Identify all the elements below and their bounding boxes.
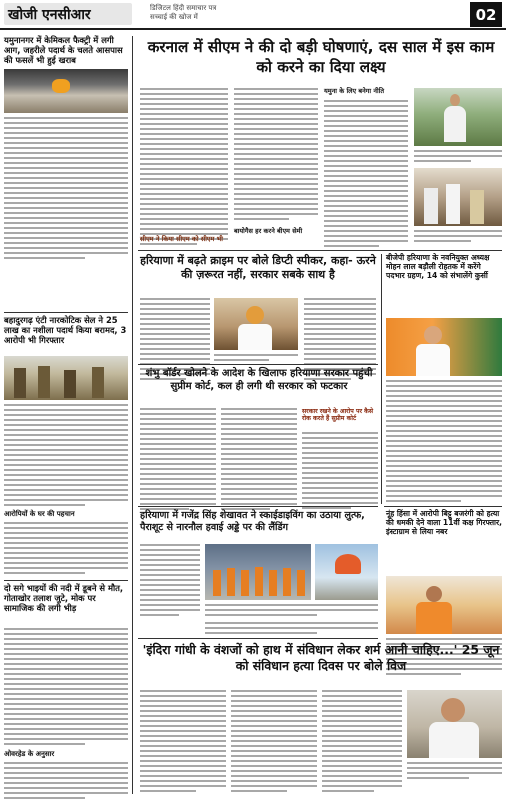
lead-photo1-caption <box>414 150 502 162</box>
story2-headline: बहादुरगढ़ एंटी नारकोटिक सेल ने 25 लाख का नशीला पदार्थ किया बरामद, 3 आरोपी भी गिरफ्तार <box>4 315 127 345</box>
masthead-info <box>150 4 400 24</box>
masthead-bar <box>0 0 506 30</box>
lead-photo-2 <box>414 168 502 226</box>
mohan-lal-headline: बीजेपी हरियाणा के नवनियुक्त अध्यक्ष मोहन लाल बड़ौली रोहतक में करेंगे पदभार ग्रहण, 14 को संभालेंगे कुर्सी <box>386 253 490 280</box>
masthead-logo <box>4 3 132 25</box>
nuh-divider <box>384 506 502 507</box>
gajender-captions <box>205 604 378 616</box>
deputy-speaker-photo <box>214 298 298 350</box>
lead-body-col2 <box>234 88 318 220</box>
gajender-divider <box>138 506 378 507</box>
lead-photo-1 <box>414 88 502 146</box>
shambhu-col2 <box>221 408 297 510</box>
mohan-lal-photo <box>386 318 502 376</box>
shambhu-divider <box>138 364 378 365</box>
shambhu-col3 <box>302 432 378 509</box>
page-number: 02 <box>475 5 497 24</box>
lead-body-col3 <box>324 100 408 247</box>
gajender-photo-2 <box>315 544 378 600</box>
masthead-name: खोजी एनसीआर <box>8 6 91 23</box>
bottom-divider <box>138 638 378 639</box>
lead-divider <box>138 250 502 251</box>
bottom-col3 <box>322 690 402 792</box>
lead-body-col1 <box>140 88 228 245</box>
gajender-body <box>205 622 378 634</box>
mohan-lal-body <box>386 380 502 502</box>
bottom-col2 <box>231 690 317 792</box>
vij-caption <box>407 762 502 779</box>
gajender-photo-1 <box>205 544 311 600</box>
story2-body <box>4 404 128 506</box>
lead-subhead-1: यमुना के लिए बनेगा नीति <box>324 87 385 95</box>
lead-body-area <box>140 88 502 246</box>
left-column-rule <box>132 36 133 794</box>
police-photo <box>4 356 128 400</box>
lead-subhead-2: सीएम ने किया सीएम को सीएम भी <box>140 235 223 243</box>
deputy-speaker-caption <box>214 354 298 361</box>
shambhu-headline: शंभु बॉर्डर खोलने के आदेश के खिलाफ हरियाणा सरकार पहुंची सुप्रीम कोर्ट, कल ही लगी थी सरकार को फटकार <box>145 368 373 392</box>
deputy-speaker-headline: हरियाणा में बढ़ते क्राइम पर बोले डिप्टी स्पीकर, कहा- ऊरने की ज़रूरत नहीं, सरकार सबके साथ है <box>140 254 376 282</box>
left-divider-1 <box>4 312 128 313</box>
left-divider-2 <box>4 580 128 581</box>
bottom-headline: 'इंदिरा गांधी के वंशजों को हाथ में संविधान लेकर शर्म आनी चाहिए...' 25 जून को संविधान हत्या दिवस पर बोले विज <box>142 642 500 674</box>
nuh-photo <box>386 576 502 634</box>
right-column-rule <box>381 254 382 504</box>
bottom-col1 <box>140 690 226 792</box>
left-column <box>4 36 128 796</box>
story3-subhead: ओवरहेड के अनुसार <box>4 750 55 758</box>
lead-subhead-3: बायोगैस हर करने बीएम सेमी <box>234 227 303 235</box>
story1-body <box>4 117 128 259</box>
lead-photo2-caption <box>414 230 502 242</box>
story2-body-cont <box>4 522 128 574</box>
fire-photo <box>4 69 128 113</box>
story2-subhead: आरोपियों के घर की पहचान <box>4 510 75 518</box>
page-number-box <box>470 2 502 27</box>
shambhu-col1 <box>140 408 216 510</box>
lead-headline: करनाल में सीएम ने की दो बड़ी घोषणाएं, दस साल में इस काम को करने का दिया लक्ष्य <box>147 38 495 76</box>
masthead-tagline: सच्चाई की खोज में <box>150 13 198 21</box>
story3-body <box>4 628 128 745</box>
vij-photo <box>407 690 502 758</box>
story3-body-cont <box>4 762 128 799</box>
story1-headline: यमुनानगर में केमिकल फैक्ट्री में लगी आग, जहरीले पदार्थ के चलते आसपास की फसलें भी हुई खराब <box>4 35 123 65</box>
gajender-headline: हरियाणा में गजेंद्र सिंह शेखावत ने स्काईडाइविंग का उठाया लुत्फ, पैराशूट से नारनौल हवाई अड्डे पर की लैंडिंग <box>140 510 365 534</box>
masthead-dateline: डिजिटल हिंदी समाचार पत्र <box>150 4 217 12</box>
story3-headline: दो सगे भाइयों की नदी में डूबने से मौत, गोताखोर तलाश जुटे, मोक पर सामाजिक की लगी भीड़ <box>4 583 124 613</box>
nuh-headline: नूंह हिंसा में आरोपी बिट्टू बजरंगी को हत्या की धमकी देने वाला 11वीं कक्ष गिरफ्तार, इंस्टाग्राम से लिया नबर <box>386 509 502 536</box>
shambhu-box-heading: सरकार रखने के आरोप पर कैसे रोक करते हैं सुप्रीम कोर्ट <box>302 408 374 423</box>
gajender-col1 <box>140 544 200 616</box>
